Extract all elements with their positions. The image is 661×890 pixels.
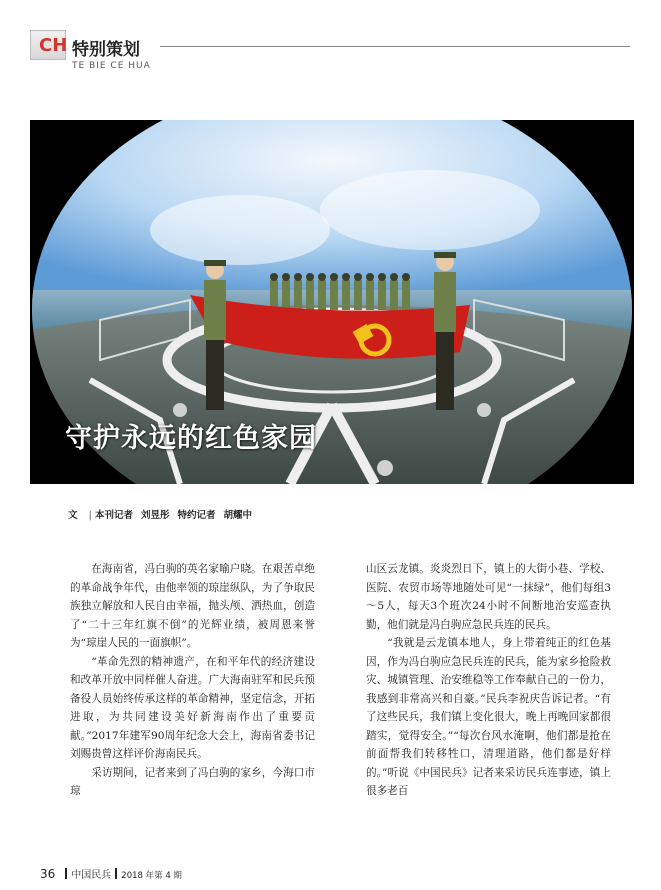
- section-header: [30, 30, 630, 75]
- page-footer: [40, 866, 182, 881]
- byline-role-2: 特约记者: [177, 510, 216, 521]
- issue-label: 2018 年第 4 期: [121, 871, 182, 881]
- footer-divider: [115, 868, 117, 879]
- article-headline: 守护永远的红色家园: [65, 423, 317, 454]
- article-column-left: [70, 560, 315, 801]
- byline-name-2: 胡耀中: [223, 510, 253, 521]
- section-title: 特别策划: [72, 40, 140, 60]
- magazine-name: 中国民兵: [71, 870, 112, 881]
- byline-name-1: 刘昱彤: [141, 510, 170, 521]
- paragraph: 山区云龙镇。炎炎烈日下，镇上的大街小巷、学校、医院、农贸市场等地随处可见“一抹绿”，他们每组3～5人，每天3个班次24小时不间断地治安巡查执勤，他们就是冯白驹应急民兵连的民兵。: [366, 563, 611, 631]
- paragraph: 采访期间，记者来到了冯白驹的家乡，今海口市琼: [70, 766, 315, 797]
- section-badge-text: CH: [39, 35, 68, 56]
- paragraph: “我就是云龙镇本地人，身上带着纯正的红色基因，作为冯白驹应急民兵连的民兵，能为家乡抢险救灾、城镇管理、治安维稳等工作奉献自己的一份力，我感到非常高兴和自豪。”民兵李祝庆告诉记者。“有了这些民兵，我们镇上变化很大，晚上再晚回家都很踏实，觉得安全。”“每次台风水淹啊，他们都是抢在前面帮我们转移牲口，清理道路，他们都是好样的。”听说《中国民兵》记者来采访民兵连事迹，镇上很多老百: [366, 637, 611, 797]
- byline-separator: |: [88, 510, 92, 521]
- footer-divider: [65, 868, 67, 879]
- header-rule: [160, 46, 630, 47]
- byline: [68, 507, 260, 521]
- byline-role-1: 本刊记者: [95, 510, 134, 521]
- article-column-right: [366, 560, 611, 801]
- section-badge: [30, 30, 66, 60]
- paragraph: “革命先烈的精神遗产，在和平年代的经济建设和改革开放中同样催人奋进。广大海南驻军和民兵预备役人员始终传承这样的革命精神，坚定信念，开拓进取，为共同建设美好新海南作出了重要贡献。”2017年建军90周年纪念大会上，海南省委书记刘赐贵曾这样评价海南民兵。: [70, 655, 315, 760]
- byline-prefix: 文: [68, 510, 78, 521]
- section-pinyin: TE BIE CE HUA: [72, 61, 151, 71]
- feature-photo: [30, 120, 634, 484]
- page-number: 36: [40, 867, 56, 881]
- paragraph: 在海南省，冯白驹的英名家喻户晓。在艰苦卓绝的革命战争年代，由他率领的琼崖纵队，为了争取民族独立解放和人民自由幸福，抛头颅、洒热血，创造了“二十三年红旗不倒”的光辉业绩，被周恩来誉为“琼崖人民的一面旗帜”。: [70, 563, 315, 649]
